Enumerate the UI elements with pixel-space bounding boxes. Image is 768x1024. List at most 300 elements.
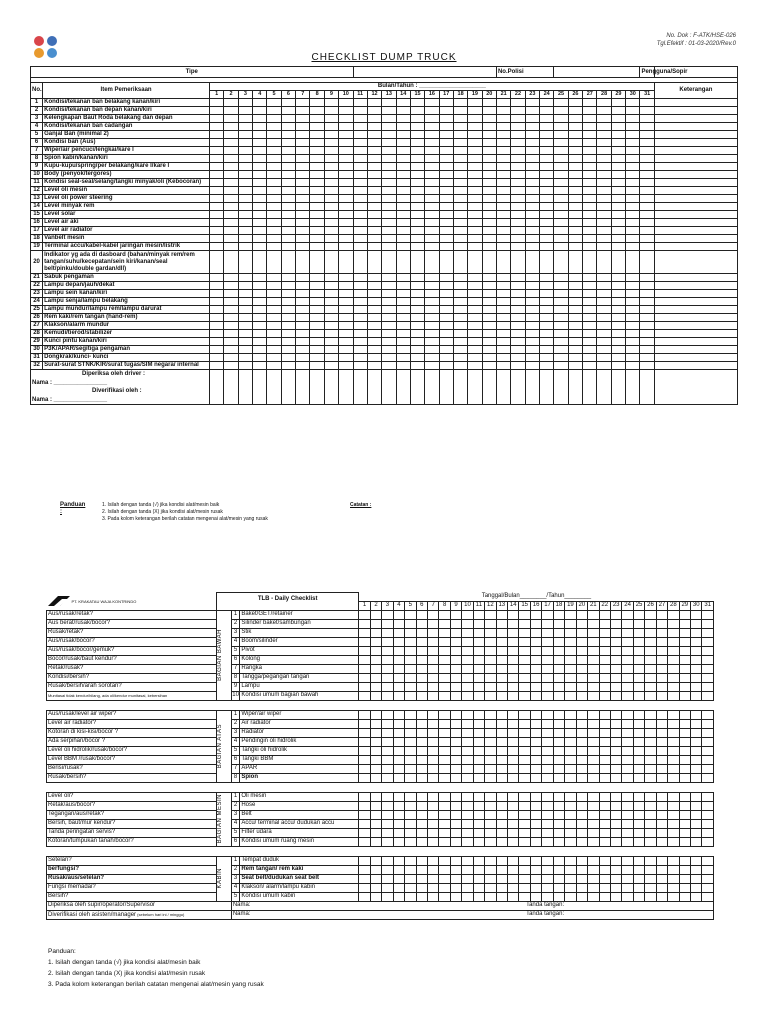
check-cell[interactable] [540,115,554,123]
check-cell[interactable] [353,243,367,251]
check-cell[interactable] [439,187,453,195]
check-cell[interactable] [597,290,611,298]
check-cell[interactable] [253,243,267,251]
signature-cell[interactable] [310,370,324,405]
check-cell[interactable] [626,251,640,274]
check-cell[interactable] [393,837,404,846]
check-cell[interactable] [508,856,519,865]
check-cell[interactable] [588,874,599,883]
check-cell[interactable] [210,306,224,314]
check-cell[interactable] [462,682,473,691]
check-cell[interactable] [599,682,610,691]
check-cell[interactable] [702,746,714,755]
check-cell[interactable] [462,737,473,746]
check-cell[interactable] [416,637,427,646]
remarks-cell[interactable] [654,346,737,354]
check-cell[interactable] [210,195,224,203]
check-cell[interactable] [210,235,224,243]
check-cell[interactable] [224,338,238,346]
check-cell[interactable] [482,163,496,171]
check-cell[interactable] [370,673,381,682]
check-cell[interactable] [253,282,267,290]
check-cell[interactable] [410,187,424,195]
check-cell[interactable] [496,728,507,737]
check-cell[interactable] [473,664,484,673]
check-cell[interactable] [519,828,530,837]
check-cell[interactable] [450,865,461,874]
check-cell[interactable] [224,195,238,203]
check-cell[interactable] [439,728,450,737]
check-cell[interactable] [427,673,438,682]
check-cell[interactable] [393,755,404,764]
check-cell[interactable] [610,819,621,828]
check-cell[interactable] [485,801,496,810]
check-cell[interactable] [610,792,621,801]
check-cell[interactable] [611,147,625,155]
check-cell[interactable] [359,710,370,719]
check-cell[interactable] [599,673,610,682]
check-cell[interactable] [473,646,484,655]
check-cell[interactable] [511,298,525,306]
signature-cell[interactable] [396,370,410,405]
check-cell[interactable] [453,219,467,227]
check-cell[interactable] [485,728,496,737]
check-cell[interactable] [565,746,576,755]
check-cell[interactable] [622,619,633,628]
check-cell[interactable] [588,637,599,646]
check-cell[interactable] [382,235,396,243]
check-cell[interactable] [468,338,482,346]
check-cell[interactable] [626,330,640,338]
check-cell[interactable] [640,179,654,187]
check-cell[interactable] [511,211,525,219]
check-cell[interactable] [568,274,582,282]
check-cell[interactable] [496,251,510,274]
check-cell[interactable] [238,362,252,370]
check-cell[interactable] [224,187,238,195]
check-cell[interactable] [542,764,553,773]
check-cell[interactable] [702,819,714,828]
check-cell[interactable] [583,147,597,155]
check-cell[interactable] [210,290,224,298]
check-cell[interactable] [450,792,461,801]
check-cell[interactable] [702,856,714,865]
check-cell[interactable] [496,227,510,235]
check-cell[interactable] [568,290,582,298]
check-cell[interactable] [611,306,625,314]
check-cell[interactable] [610,646,621,655]
check-cell[interactable] [310,179,324,187]
check-cell[interactable] [554,274,568,282]
check-cell[interactable] [267,274,281,282]
check-cell[interactable] [542,682,553,691]
check-cell[interactable] [324,203,338,211]
check-cell[interactable] [367,203,381,211]
check-cell[interactable] [599,883,610,892]
check-cell[interactable] [553,610,564,619]
signature-cell[interactable] [425,370,439,405]
check-cell[interactable] [679,655,690,664]
check-cell[interactable] [611,322,625,330]
check-cell[interactable] [425,330,439,338]
check-cell[interactable] [553,673,564,682]
check-cell[interactable] [583,195,597,203]
check-cell[interactable] [540,171,554,179]
check-cell[interactable] [353,306,367,314]
check-cell[interactable] [425,123,439,131]
check-cell[interactable] [540,219,554,227]
check-cell[interactable] [530,837,541,846]
check-cell[interactable] [633,892,644,901]
check-cell[interactable] [382,354,396,362]
check-cell[interactable] [599,819,610,828]
check-cell[interactable] [396,187,410,195]
check-cell[interactable] [640,123,654,131]
check-cell[interactable] [640,163,654,171]
check-cell[interactable] [610,728,621,737]
check-cell[interactable] [281,211,295,219]
check-cell[interactable] [296,187,310,195]
check-cell[interactable] [324,107,338,115]
check-cell[interactable] [583,163,597,171]
check-cell[interactable] [610,691,621,700]
check-cell[interactable] [462,746,473,755]
check-cell[interactable] [253,139,267,147]
check-cell[interactable] [393,865,404,874]
check-cell[interactable] [367,99,381,107]
check-cell[interactable] [525,99,539,107]
check-cell[interactable] [588,773,599,782]
check-cell[interactable] [339,123,353,131]
check-cell[interactable] [427,682,438,691]
remarks-cell[interactable] [654,251,737,274]
check-cell[interactable] [296,179,310,187]
check-cell[interactable] [462,691,473,700]
check-cell[interactable] [576,755,587,764]
check-cell[interactable] [568,211,582,219]
check-cell[interactable] [540,251,554,274]
check-cell[interactable] [540,354,554,362]
check-cell[interactable] [530,655,541,664]
check-cell[interactable] [425,243,439,251]
check-cell[interactable] [530,646,541,655]
check-cell[interactable] [611,179,625,187]
check-cell[interactable] [267,147,281,155]
check-cell[interactable] [468,322,482,330]
check-cell[interactable] [416,792,427,801]
check-cell[interactable] [439,171,453,179]
check-cell[interactable] [410,274,424,282]
check-cell[interactable] [485,628,496,637]
check-cell[interactable] [267,227,281,235]
check-cell[interactable] [553,874,564,883]
check-cell[interactable] [296,322,310,330]
signature-cell[interactable] [540,370,554,405]
check-cell[interactable] [554,163,568,171]
check-cell[interactable] [656,719,667,728]
check-cell[interactable] [473,856,484,865]
check-cell[interactable] [382,203,396,211]
check-cell[interactable] [554,243,568,251]
check-cell[interactable] [324,115,338,123]
check-cell[interactable] [416,755,427,764]
signature-cell[interactable] [468,370,482,405]
check-cell[interactable] [540,235,554,243]
check-cell[interactable] [597,346,611,354]
check-cell[interactable] [253,131,267,139]
check-cell[interactable] [462,865,473,874]
check-cell[interactable] [496,856,507,865]
check-cell[interactable] [405,755,416,764]
check-cell[interactable] [583,243,597,251]
check-cell[interactable] [296,139,310,147]
check-cell[interactable] [519,792,530,801]
check-cell[interactable] [622,792,633,801]
check-cell[interactable] [310,219,324,227]
check-cell[interactable] [353,219,367,227]
check-cell[interactable] [511,243,525,251]
check-cell[interactable] [281,290,295,298]
check-cell[interactable] [645,664,656,673]
check-cell[interactable] [530,664,541,673]
check-cell[interactable] [267,330,281,338]
check-cell[interactable] [482,290,496,298]
check-cell[interactable] [599,719,610,728]
check-cell[interactable] [410,203,424,211]
check-cell[interactable] [468,131,482,139]
check-cell[interactable] [554,354,568,362]
check-cell[interactable] [525,179,539,187]
check-cell[interactable] [525,147,539,155]
check-cell[interactable] [450,810,461,819]
check-cell[interactable] [453,211,467,219]
check-cell[interactable] [640,274,654,282]
check-cell[interactable] [610,719,621,728]
check-cell[interactable] [525,330,539,338]
check-cell[interactable] [210,187,224,195]
check-cell[interactable] [416,664,427,673]
check-cell[interactable] [519,764,530,773]
check-cell[interactable] [224,179,238,187]
check-cell[interactable] [468,147,482,155]
check-cell[interactable] [679,610,690,619]
check-cell[interactable] [405,837,416,846]
check-cell[interactable] [353,227,367,235]
check-cell[interactable] [542,874,553,883]
check-cell[interactable] [588,837,599,846]
check-cell[interactable] [610,628,621,637]
check-cell[interactable] [310,306,324,314]
check-cell[interactable] [597,179,611,187]
check-cell[interactable] [396,131,410,139]
check-cell[interactable] [679,719,690,728]
check-cell[interactable] [439,691,450,700]
check-cell[interactable] [553,801,564,810]
check-cell[interactable] [508,874,519,883]
check-cell[interactable] [453,282,467,290]
check-cell[interactable] [633,628,644,637]
check-cell[interactable] [253,290,267,298]
check-cell[interactable] [530,883,541,892]
check-cell[interactable] [554,99,568,107]
check-cell[interactable] [410,290,424,298]
check-cell[interactable] [511,346,525,354]
check-cell[interactable] [324,139,338,147]
check-cell[interactable] [416,856,427,865]
check-cell[interactable] [238,115,252,123]
check-cell[interactable] [482,243,496,251]
check-cell[interactable] [210,346,224,354]
check-cell[interactable] [597,362,611,370]
check-cell[interactable] [485,664,496,673]
check-cell[interactable] [554,219,568,227]
check-cell[interactable] [508,682,519,691]
check-cell[interactable] [410,251,424,274]
check-cell[interactable] [668,673,679,682]
check-cell[interactable] [588,737,599,746]
check-cell[interactable] [224,314,238,322]
check-cell[interactable] [310,147,324,155]
check-cell[interactable] [565,792,576,801]
check-cell[interactable] [367,179,381,187]
check-cell[interactable] [626,243,640,251]
check-cell[interactable] [405,801,416,810]
check-cell[interactable] [588,646,599,655]
check-cell[interactable] [370,856,381,865]
check-cell[interactable] [530,728,541,737]
check-cell[interactable] [565,610,576,619]
check-cell[interactable] [367,155,381,163]
check-cell[interactable] [439,155,453,163]
check-cell[interactable] [439,673,450,682]
check-cell[interactable] [626,179,640,187]
check-cell[interactable] [679,737,690,746]
check-cell[interactable] [382,306,396,314]
check-cell[interactable] [416,865,427,874]
check-cell[interactable] [597,227,611,235]
check-cell[interactable] [496,147,510,155]
check-cell[interactable] [253,195,267,203]
check-cell[interactable] [496,874,507,883]
check-cell[interactable] [296,354,310,362]
check-cell[interactable] [530,764,541,773]
check-cell[interactable] [633,828,644,837]
check-cell[interactable] [553,664,564,673]
check-cell[interactable] [525,155,539,163]
check-cell[interactable] [310,330,324,338]
check-cell[interactable] [568,330,582,338]
check-cell[interactable] [542,619,553,628]
check-cell[interactable] [367,322,381,330]
check-cell[interactable] [393,728,404,737]
check-cell[interactable] [396,155,410,163]
check-cell[interactable] [640,235,654,243]
check-cell[interactable] [450,883,461,892]
check-cell[interactable] [540,346,554,354]
check-cell[interactable] [210,147,224,155]
check-cell[interactable] [393,719,404,728]
check-cell[interactable] [224,243,238,251]
check-cell[interactable] [496,290,510,298]
check-cell[interactable] [568,298,582,306]
check-cell[interactable] [453,298,467,306]
check-cell[interactable] [702,892,714,901]
check-cell[interactable] [267,187,281,195]
check-cell[interactable] [468,306,482,314]
check-cell[interactable] [468,243,482,251]
check-cell[interactable] [393,610,404,619]
check-cell[interactable] [640,251,654,274]
check-cell[interactable] [554,171,568,179]
check-cell[interactable] [554,107,568,115]
check-cell[interactable] [511,195,525,203]
check-cell[interactable] [425,354,439,362]
check-cell[interactable] [382,123,396,131]
check-cell[interactable] [393,874,404,883]
check-cell[interactable] [439,330,453,338]
check-cell[interactable] [339,203,353,211]
check-cell[interactable] [610,619,621,628]
signature-cell[interactable] [583,370,597,405]
check-cell[interactable] [553,819,564,828]
check-cell[interactable] [370,728,381,737]
check-cell[interactable] [511,330,525,338]
check-cell[interactable] [468,251,482,274]
check-cell[interactable] [611,298,625,306]
check-cell[interactable] [439,664,450,673]
check-cell[interactable] [253,147,267,155]
check-cell[interactable] [508,801,519,810]
check-cell[interactable] [224,282,238,290]
remarks-cell[interactable] [654,362,737,370]
check-cell[interactable] [554,139,568,147]
check-cell[interactable] [296,306,310,314]
signature-cell[interactable] [482,370,496,405]
check-cell[interactable] [530,792,541,801]
check-cell[interactable] [425,314,439,322]
check-cell[interactable] [462,828,473,837]
check-cell[interactable] [530,773,541,782]
check-cell[interactable] [668,792,679,801]
check-cell[interactable] [496,171,510,179]
check-cell[interactable] [542,710,553,719]
check-cell[interactable] [353,123,367,131]
check-cell[interactable] [393,691,404,700]
check-cell[interactable] [405,610,416,619]
check-cell[interactable] [482,346,496,354]
check-cell[interactable] [427,619,438,628]
check-cell[interactable] [482,330,496,338]
check-cell[interactable] [597,203,611,211]
check-cell[interactable] [540,131,554,139]
check-cell[interactable] [468,107,482,115]
check-cell[interactable] [583,330,597,338]
check-cell[interactable] [405,655,416,664]
check-cell[interactable] [597,211,611,219]
check-cell[interactable] [450,710,461,719]
check-cell[interactable] [640,330,654,338]
check-cell[interactable] [496,298,510,306]
check-cell[interactable] [542,664,553,673]
check-cell[interactable] [296,107,310,115]
check-cell[interactable] [588,719,599,728]
check-cell[interactable] [410,211,424,219]
check-cell[interactable] [393,856,404,865]
check-cell[interactable] [588,746,599,755]
check-cell[interactable] [296,346,310,354]
check-cell[interactable] [253,330,267,338]
check-cell[interactable] [339,338,353,346]
